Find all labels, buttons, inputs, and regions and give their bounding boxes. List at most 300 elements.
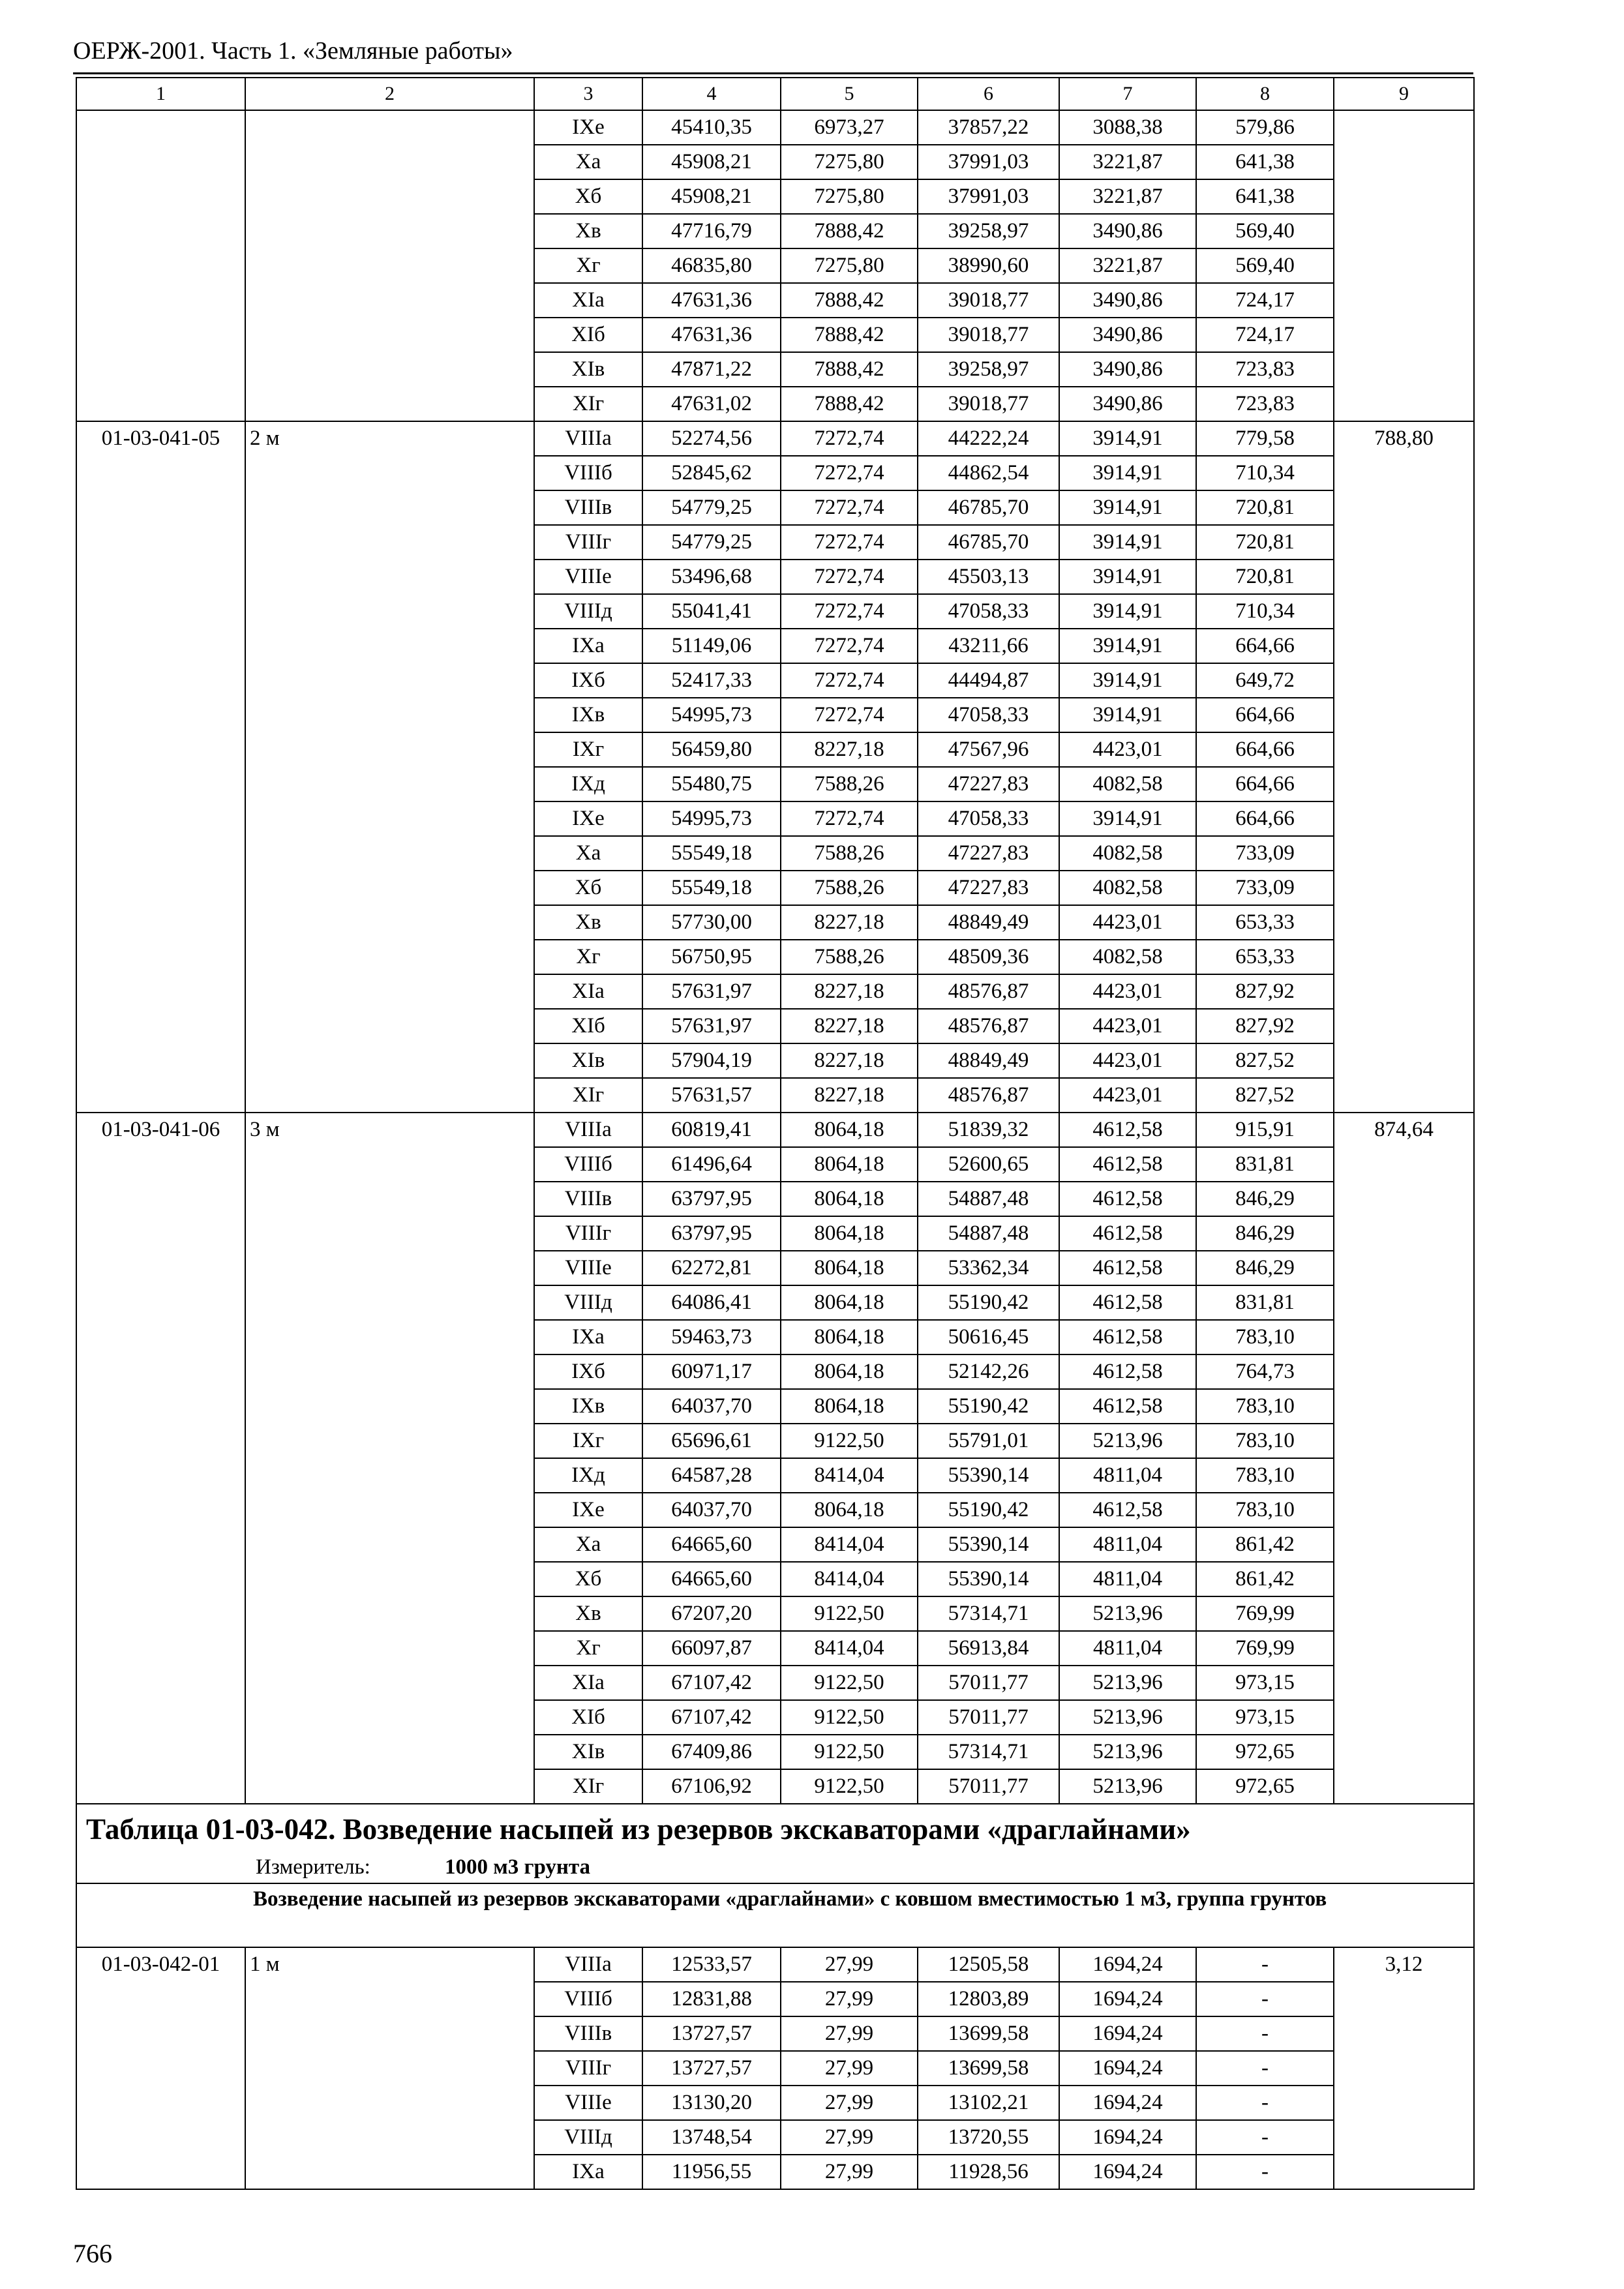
value-cell: 48576,87 <box>918 974 1059 1009</box>
soil-group: VIIIд <box>534 1285 642 1320</box>
value-cell: 27,99 <box>781 2016 918 2051</box>
value-cell: 3914,91 <box>1059 801 1196 836</box>
value-cell: 7272,74 <box>781 594 918 629</box>
value-cell: 7272,74 <box>781 456 918 490</box>
value-cell: 8414,04 <box>781 1562 918 1596</box>
value-cell: 3490,86 <box>1059 387 1196 421</box>
soil-group: VIIIб <box>534 1982 642 2016</box>
value-cell: 55190,42 <box>918 1285 1059 1320</box>
value-cell: 61496,64 <box>642 1147 781 1182</box>
value-cell: 8227,18 <box>781 974 918 1009</box>
value-cell: 7272,74 <box>781 801 918 836</box>
value-cell: 4612,58 <box>1059 1251 1196 1285</box>
value-cell: - <box>1196 1982 1334 2016</box>
value-cell: 7272,74 <box>781 421 918 456</box>
value-cell: 55390,14 <box>918 1527 1059 1562</box>
table-title: Таблица 01-03-042. Возведение насыпей из резервов экскаваторами «драглайнами» <box>76 1804 1474 1854</box>
value-cell: - <box>1196 2016 1334 2051</box>
value-cell: - <box>1196 2155 1334 2189</box>
value-cell: 54779,25 <box>642 525 781 560</box>
soil-group: VIIIд <box>534 2120 642 2155</box>
value-cell: 53362,34 <box>918 1251 1059 1285</box>
value-cell: 8064,18 <box>781 1285 918 1320</box>
value-cell: - <box>1196 2051 1334 2086</box>
value-cell: 7888,42 <box>781 352 918 387</box>
value-cell: 27,99 <box>781 2086 918 2120</box>
value-cell: 4612,58 <box>1059 1389 1196 1424</box>
value-cell: 3490,86 <box>1059 318 1196 352</box>
value-cell: 67207,20 <box>642 1596 781 1631</box>
value-cell: 64037,70 <box>642 1389 781 1424</box>
value-cell: 861,42 <box>1196 1562 1334 1596</box>
value-cell: 51149,06 <box>642 629 781 663</box>
value-cell: 4811,04 <box>1059 1458 1196 1493</box>
value-cell: 827,52 <box>1196 1043 1334 1078</box>
value-cell: 831,81 <box>1196 1285 1334 1320</box>
value-cell: 1694,24 <box>1059 1982 1196 2016</box>
value-cell: 67409,86 <box>642 1735 781 1769</box>
value-cell: 46835,80 <box>642 248 781 283</box>
soil-group: Xa <box>534 1527 642 1562</box>
value-cell: 37991,03 <box>918 145 1059 179</box>
value-cell: 7588,26 <box>781 871 918 905</box>
value-cell: 1694,24 <box>1059 2120 1196 2155</box>
value-cell: 66097,87 <box>642 1631 781 1666</box>
soil-group: XIг <box>534 1769 642 1804</box>
value-cell: 7588,26 <box>781 767 918 801</box>
value-cell: 64665,60 <box>642 1562 781 1596</box>
value-cell: 47227,83 <box>918 836 1059 871</box>
value-cell: 54995,73 <box>642 698 781 732</box>
value-cell: 52274,56 <box>642 421 781 456</box>
value-cell: 63797,95 <box>642 1216 781 1251</box>
value-cell: 57314,71 <box>918 1596 1059 1631</box>
value-cell: 37857,22 <box>918 110 1059 145</box>
value-cell: 27,99 <box>781 2120 918 2155</box>
value-cell: 831,81 <box>1196 1147 1334 1182</box>
rates-table <box>76 77 1475 2190</box>
value-cell: 783,10 <box>1196 1320 1334 1354</box>
value-cell: 55549,18 <box>642 836 781 871</box>
value-cell: 48509,36 <box>918 940 1059 974</box>
soil-group: VIIIд <box>534 594 642 629</box>
value-cell: 783,10 <box>1196 1493 1334 1527</box>
soil-group: VIIIe <box>534 2086 642 2120</box>
value-cell: 664,66 <box>1196 698 1334 732</box>
value-cell: 723,83 <box>1196 352 1334 387</box>
value-cell: 47631,36 <box>642 283 781 318</box>
value-cell: 67107,42 <box>642 1700 781 1735</box>
value-cell: 8414,04 <box>781 1458 918 1493</box>
column-number: 3 <box>534 78 642 110</box>
value-cell: 52600,65 <box>918 1147 1059 1182</box>
value-cell: 55549,18 <box>642 871 781 905</box>
value-cell: 13748,54 <box>642 2120 781 2155</box>
value-cell: 7275,80 <box>781 145 918 179</box>
value-cell: 7888,42 <box>781 283 918 318</box>
value-cell: 60819,41 <box>642 1113 781 1147</box>
value-cell: 45908,21 <box>642 179 781 214</box>
value-cell: 63797,95 <box>642 1182 781 1216</box>
value-cell: 47058,33 <box>918 801 1059 836</box>
column-number: 1 <box>76 78 245 110</box>
soil-group: VIIIб <box>534 456 642 490</box>
value-cell: 3914,91 <box>1059 663 1196 698</box>
rate-code: 01-03-042-01 <box>76 1947 245 2189</box>
value-cell: 57011,77 <box>918 1700 1059 1735</box>
value-cell: 5213,96 <box>1059 1596 1196 1631</box>
value-cell: 5213,96 <box>1059 1700 1196 1735</box>
value-cell: 3914,91 <box>1059 594 1196 629</box>
value-cell: 653,33 <box>1196 940 1334 974</box>
value-cell: 56750,95 <box>642 940 781 974</box>
value-cell: 55190,42 <box>918 1389 1059 1424</box>
value-cell: 60971,17 <box>642 1354 781 1389</box>
soil-group: XIб <box>534 1009 642 1043</box>
soil-group: VIIIa <box>534 421 642 456</box>
value-cell: 57730,00 <box>642 905 781 940</box>
value-cell: 27,99 <box>781 2051 918 2086</box>
value-cell: 1694,24 <box>1059 2086 1196 2120</box>
value-cell: - <box>1196 1947 1334 1982</box>
rate-code <box>76 110 245 421</box>
soil-group: XIб <box>534 1700 642 1735</box>
value-cell: 44862,54 <box>918 456 1059 490</box>
soil-group: IXe <box>534 1493 642 1527</box>
value-cell: 46785,70 <box>918 525 1059 560</box>
value-cell: 846,29 <box>1196 1216 1334 1251</box>
value-cell: 653,33 <box>1196 905 1334 940</box>
value-cell: 4612,58 <box>1059 1216 1196 1251</box>
soil-group: VIIIa <box>534 1947 642 1982</box>
soil-group: Xб <box>534 871 642 905</box>
value-cell: 8064,18 <box>781 1320 918 1354</box>
value-cell: 56913,84 <box>918 1631 1059 1666</box>
value-cell: 4612,58 <box>1059 1285 1196 1320</box>
value-cell: 47227,83 <box>918 767 1059 801</box>
value-cell: 664,66 <box>1196 801 1334 836</box>
value-cell: 57314,71 <box>918 1735 1059 1769</box>
value-cell: 3490,86 <box>1059 283 1196 318</box>
value-cell: 52845,62 <box>642 456 781 490</box>
meter-label: Измеритель: <box>256 1855 370 1879</box>
column-number: 8 <box>1196 78 1334 110</box>
value-cell: 13727,57 <box>642 2051 781 2086</box>
value-cell: 4612,58 <box>1059 1354 1196 1389</box>
rate-parameter: 2 м <box>245 421 534 1113</box>
value-cell: 4811,04 <box>1059 1562 1196 1596</box>
soil-group: IXб <box>534 1354 642 1389</box>
value-cell: 47058,33 <box>918 594 1059 629</box>
value-cell: 47631,36 <box>642 318 781 352</box>
soil-group: VIIIe <box>534 1251 642 1285</box>
value-cell: 664,66 <box>1196 629 1334 663</box>
soil-group: XIб <box>534 318 642 352</box>
value-cell: 4082,58 <box>1059 940 1196 974</box>
value-cell: 57904,19 <box>642 1043 781 1078</box>
value-cell: 50616,45 <box>918 1320 1059 1354</box>
value-cell: 57631,57 <box>642 1078 781 1113</box>
value-cell: 641,38 <box>1196 145 1334 179</box>
soil-group: IXa <box>534 2155 642 2189</box>
value-cell: 7588,26 <box>781 940 918 974</box>
soil-group: XIв <box>534 352 642 387</box>
value-cell: 51839,32 <box>918 1113 1059 1147</box>
value-cell: 45503,13 <box>918 560 1059 594</box>
soil-group: IXв <box>534 698 642 732</box>
value-cell: 13699,58 <box>918 2016 1059 2051</box>
value-cell: 4082,58 <box>1059 836 1196 871</box>
column-number: 9 <box>1334 78 1474 110</box>
value-cell: 827,92 <box>1196 974 1334 1009</box>
value-cell: 972,65 <box>1196 1769 1334 1804</box>
table-row <box>76 421 1474 456</box>
value-cell: 43211,66 <box>918 629 1059 663</box>
value-cell: 27,99 <box>781 2155 918 2189</box>
value-cell: 3914,91 <box>1059 421 1196 456</box>
soil-group: XIa <box>534 283 642 318</box>
labor-cost: 788,80 <box>1334 421 1474 1113</box>
table-title-row <box>76 1804 1474 1854</box>
column-number: 2 <box>245 78 534 110</box>
value-cell: 846,29 <box>1196 1182 1334 1216</box>
value-cell: 56459,80 <box>642 732 781 767</box>
value-cell: 55190,42 <box>918 1493 1059 1527</box>
soil-group: Xг <box>534 940 642 974</box>
meter-row <box>76 1854 1474 1883</box>
value-cell: 47631,02 <box>642 387 781 421</box>
soil-group: VIIIa <box>534 1113 642 1147</box>
value-cell: 4423,01 <box>1059 1078 1196 1113</box>
value-cell: 3914,91 <box>1059 629 1196 663</box>
value-cell: 710,34 <box>1196 594 1334 629</box>
value-cell: 3088,38 <box>1059 110 1196 145</box>
value-cell: 8227,18 <box>781 1009 918 1043</box>
value-cell: 8064,18 <box>781 1147 918 1182</box>
value-cell: 7888,42 <box>781 214 918 248</box>
value-cell: 9122,50 <box>781 1666 918 1700</box>
value-cell: 4423,01 <box>1059 974 1196 1009</box>
table-row <box>76 1947 1474 1982</box>
value-cell: 8227,18 <box>781 732 918 767</box>
value-cell: 12831,88 <box>642 1982 781 2016</box>
value-cell: 7272,74 <box>781 490 918 525</box>
value-cell: 7272,74 <box>781 663 918 698</box>
value-cell: 53496,68 <box>642 560 781 594</box>
value-cell: 7888,42 <box>781 387 918 421</box>
value-cell: 54887,48 <box>918 1182 1059 1216</box>
value-cell: 7272,74 <box>781 525 918 560</box>
soil-group: Xг <box>534 1631 642 1666</box>
value-cell: 65696,61 <box>642 1424 781 1458</box>
value-cell: 64587,28 <box>642 1458 781 1493</box>
value-cell: 47567,96 <box>918 732 1059 767</box>
value-cell: 764,73 <box>1196 1354 1334 1389</box>
rate-parameter: 3 м <box>245 1113 534 1804</box>
value-cell: 57011,77 <box>918 1666 1059 1700</box>
value-cell: 6973,27 <box>781 110 918 145</box>
soil-group: IXд <box>534 767 642 801</box>
description-row <box>76 1883 1474 1947</box>
value-cell: 45410,35 <box>642 110 781 145</box>
soil-group: XIa <box>534 974 642 1009</box>
soil-group: VIIIв <box>534 490 642 525</box>
value-cell: 9122,50 <box>781 1769 918 1804</box>
value-cell: 39018,77 <box>918 283 1059 318</box>
value-cell: 3221,87 <box>1059 145 1196 179</box>
value-cell: 569,40 <box>1196 214 1334 248</box>
soil-group: VIIIг <box>534 525 642 560</box>
value-cell: 8064,18 <box>781 1389 918 1424</box>
value-cell: 569,40 <box>1196 248 1334 283</box>
value-cell: 57631,97 <box>642 974 781 1009</box>
value-cell: 54995,73 <box>642 801 781 836</box>
value-cell: 5213,96 <box>1059 1666 1196 1700</box>
value-cell: 64086,41 <box>642 1285 781 1320</box>
value-cell: 46785,70 <box>918 490 1059 525</box>
labor-cost: 3,12 <box>1334 1947 1474 2189</box>
value-cell: 48576,87 <box>918 1078 1059 1113</box>
value-cell: 724,17 <box>1196 283 1334 318</box>
value-cell: 44222,24 <box>918 421 1059 456</box>
value-cell: 827,92 <box>1196 1009 1334 1043</box>
value-cell: 3914,91 <box>1059 560 1196 594</box>
value-cell: 8064,18 <box>781 1354 918 1389</box>
value-cell: 3221,87 <box>1059 179 1196 214</box>
value-cell: 8064,18 <box>781 1493 918 1527</box>
value-cell: 13699,58 <box>918 2051 1059 2086</box>
header-rule <box>73 72 1473 74</box>
value-cell: 846,29 <box>1196 1251 1334 1285</box>
value-cell: 7275,80 <box>781 248 918 283</box>
value-cell: 4423,01 <box>1059 732 1196 767</box>
meter-cell <box>76 1854 1474 1883</box>
value-cell: 48849,49 <box>918 1043 1059 1078</box>
value-cell: 5213,96 <box>1059 1424 1196 1458</box>
value-cell: 12505,58 <box>918 1947 1059 1982</box>
soil-group: Xб <box>534 1562 642 1596</box>
value-cell: 9122,50 <box>781 1596 918 1631</box>
value-cell: 827,52 <box>1196 1078 1334 1113</box>
value-cell: 8064,18 <box>781 1251 918 1285</box>
value-cell: 7272,74 <box>781 629 918 663</box>
value-cell: 733,09 <box>1196 871 1334 905</box>
value-cell: 579,86 <box>1196 110 1334 145</box>
value-cell: 1694,24 <box>1059 2051 1196 2086</box>
value-cell: 3490,86 <box>1059 214 1196 248</box>
value-cell: 4612,58 <box>1059 1113 1196 1147</box>
value-cell: 723,83 <box>1196 387 1334 421</box>
value-cell: 4423,01 <box>1059 905 1196 940</box>
value-cell: 13102,21 <box>918 2086 1059 2120</box>
value-cell: 4082,58 <box>1059 871 1196 905</box>
soil-group: Xб <box>534 179 642 214</box>
value-cell: 3221,87 <box>1059 248 1196 283</box>
value-cell: 8227,18 <box>781 1078 918 1113</box>
value-cell: 4612,58 <box>1059 1493 1196 1527</box>
value-cell: 9122,50 <box>781 1735 918 1769</box>
value-cell: 4423,01 <box>1059 1009 1196 1043</box>
value-cell: 39018,77 <box>918 318 1059 352</box>
value-cell: 4612,58 <box>1059 1182 1196 1216</box>
table-row <box>76 1113 1474 1147</box>
value-cell: 54779,25 <box>642 490 781 525</box>
value-cell: 972,65 <box>1196 1735 1334 1769</box>
value-cell: 8414,04 <box>781 1527 918 1562</box>
labor-cost <box>1334 110 1474 421</box>
value-cell: 783,10 <box>1196 1458 1334 1493</box>
page-header: ОЕРЖ-2001. Часть 1. «Земляные работы» <box>73 37 513 65</box>
value-cell: 861,42 <box>1196 1527 1334 1562</box>
value-cell: 47871,22 <box>642 352 781 387</box>
soil-group: XIг <box>534 1078 642 1113</box>
value-cell: 59463,73 <box>642 1320 781 1354</box>
soil-group: XIг <box>534 387 642 421</box>
rate-parameter <box>245 110 534 421</box>
soil-group: XIв <box>534 1043 642 1078</box>
soil-group: Xв <box>534 1596 642 1631</box>
value-cell: 4612,58 <box>1059 1320 1196 1354</box>
value-cell: 57631,97 <box>642 1009 781 1043</box>
value-cell: 39018,77 <box>918 387 1059 421</box>
value-cell: 64037,70 <box>642 1493 781 1527</box>
value-cell: 8227,18 <box>781 905 918 940</box>
value-cell: 5213,96 <box>1059 1769 1196 1804</box>
column-number: 6 <box>918 78 1059 110</box>
value-cell: 48576,87 <box>918 1009 1059 1043</box>
soil-group: IXд <box>534 1458 642 1493</box>
value-cell: 55791,01 <box>918 1424 1059 1458</box>
value-cell: 649,72 <box>1196 663 1334 698</box>
value-cell: 720,81 <box>1196 525 1334 560</box>
soil-group: IXг <box>534 732 642 767</box>
soil-group: VIIIг <box>534 1216 642 1251</box>
value-cell: 3490,86 <box>1059 352 1196 387</box>
value-cell: 3914,91 <box>1059 490 1196 525</box>
column-number: 5 <box>781 78 918 110</box>
value-cell: 8064,18 <box>781 1113 918 1147</box>
value-cell: 7272,74 <box>781 560 918 594</box>
rate-parameter: 1 м <box>245 1947 534 2189</box>
soil-group: VIIIe <box>534 560 642 594</box>
value-cell: 27,99 <box>781 1982 918 2016</box>
value-cell: 8064,18 <box>781 1216 918 1251</box>
value-cell: 47716,79 <box>642 214 781 248</box>
value-cell: 724,17 <box>1196 318 1334 352</box>
value-cell: 1694,24 <box>1059 2155 1196 2189</box>
column-number: 4 <box>642 78 781 110</box>
value-cell: 4612,58 <box>1059 1147 1196 1182</box>
value-cell: 45908,21 <box>642 145 781 179</box>
soil-group: IXв <box>534 1389 642 1424</box>
value-cell: 13727,57 <box>642 2016 781 2051</box>
value-cell: 641,38 <box>1196 179 1334 214</box>
value-cell: 7272,74 <box>781 698 918 732</box>
rate-code: 01-03-041-06 <box>76 1113 245 1804</box>
value-cell: 1694,24 <box>1059 1947 1196 1982</box>
value-cell: 52142,26 <box>918 1354 1059 1389</box>
soil-group: Xг <box>534 248 642 283</box>
value-cell: 7588,26 <box>781 836 918 871</box>
soil-group: VIIIб <box>534 1147 642 1182</box>
value-cell: 7275,80 <box>781 179 918 214</box>
value-cell: 38990,60 <box>918 248 1059 283</box>
value-cell: 4082,58 <box>1059 767 1196 801</box>
meter-value: 1000 м3 грунта <box>445 1855 591 1879</box>
soil-group: Xв <box>534 905 642 940</box>
table-description: Возведение насыпей из резервов экскаваторами «драглайнами» с ковшом вместимостью 1 м3, группа грунтов <box>76 1883 1474 1947</box>
value-cell: 11928,56 <box>918 2155 1059 2189</box>
